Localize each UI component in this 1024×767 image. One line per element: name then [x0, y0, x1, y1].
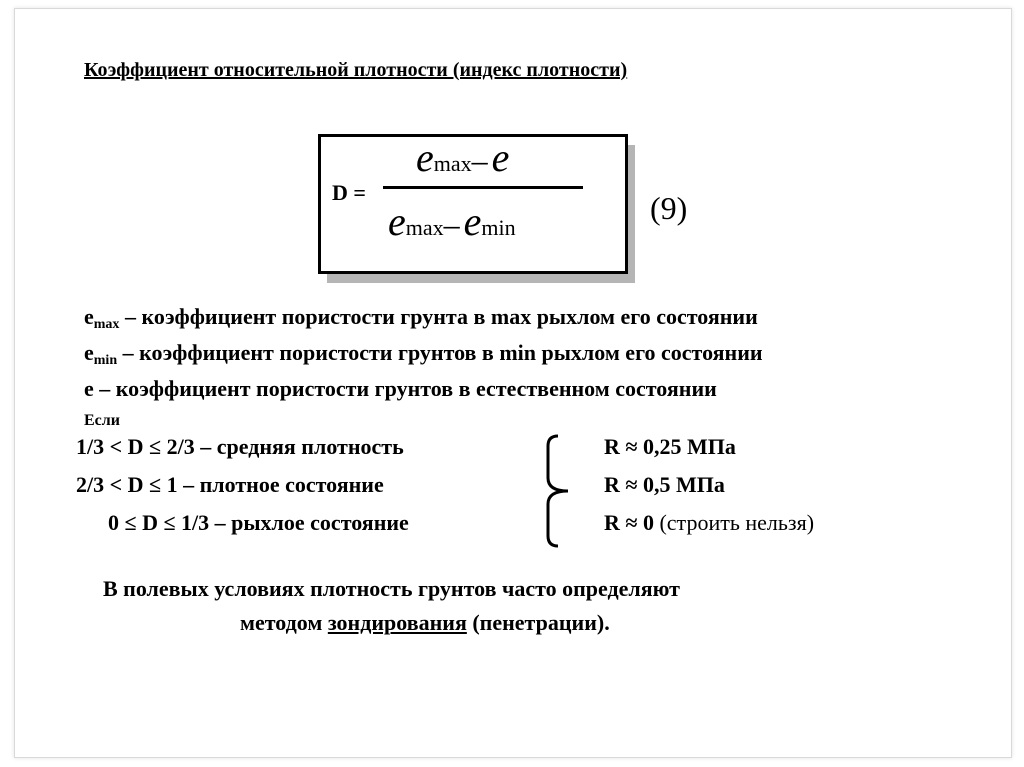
resistance-medium: [604, 434, 736, 460]
formula-numerator: [416, 134, 509, 181]
denominator-e-min: e: [463, 199, 482, 244]
definition-symbol: e: [84, 340, 94, 365]
denominator-min-label: min: [481, 215, 516, 240]
field-note-line2: [240, 610, 610, 636]
fraction-bar: [383, 186, 583, 189]
field-note-pre: методом: [240, 610, 328, 635]
definition-emax: [84, 304, 758, 333]
definition-symbol: e: [84, 304, 94, 329]
resistance-dense: [604, 472, 725, 498]
definition-subscript: min: [93, 353, 118, 368]
field-note-post: (пенетрации).: [466, 610, 610, 635]
curly-brace-icon: [538, 432, 584, 550]
condition-loose: 0 ≤ D ≤ 1/3 – рыхлое состояние: [108, 510, 409, 535]
numerator-minus: –: [471, 142, 488, 178]
definition-e: [84, 376, 717, 402]
resistance-loose: [604, 510, 814, 536]
equation-number: (9): [650, 190, 688, 226]
field-note-line1: В полевых условиях плотность грунтов часто определяют: [103, 576, 680, 601]
definition-text: – коэффициент пористости грунтов в min рыхлом его состоянии: [117, 340, 763, 365]
resistance-note: (строить нельзя): [653, 510, 815, 535]
denominator-e-max: e: [388, 199, 406, 244]
field-note-underlined: зондирования: [327, 610, 467, 635]
condition-dense: 2/3 < D ≤ 1 – плотное состояние: [76, 472, 384, 497]
denominator-minus: –: [443, 206, 460, 242]
formula-denominator: [388, 198, 516, 245]
if-label: Если: [84, 412, 120, 429]
condition-medium-density: 1/3 < D ≤ 2/3 – средняя плотность: [76, 434, 404, 459]
denominator-max-label: max: [405, 215, 444, 240]
resistance-value: R ≈ 0,5 МПа: [604, 472, 725, 497]
slide-heading: Коэффициент относительной плотности (индекс плотности): [84, 59, 628, 81]
definition-text: – коэффициент пористости грунта в max рыхлом его состоянии: [119, 304, 758, 329]
resistance-value: R ≈ 0,25 МПа: [604, 434, 736, 459]
formula-lhs: D =: [332, 180, 366, 205]
numerator-e-max: e: [416, 135, 434, 180]
numerator-max-label: max: [433, 151, 472, 176]
definition-subscript: max: [93, 317, 120, 332]
definition-emin: [84, 340, 763, 369]
numerator-e: e: [491, 135, 510, 180]
resistance-value: R ≈ 0: [604, 510, 654, 535]
definition-text: – коэффициент пористости грунтов в естественном состоянии: [93, 376, 717, 401]
definition-symbol: e: [84, 376, 94, 401]
